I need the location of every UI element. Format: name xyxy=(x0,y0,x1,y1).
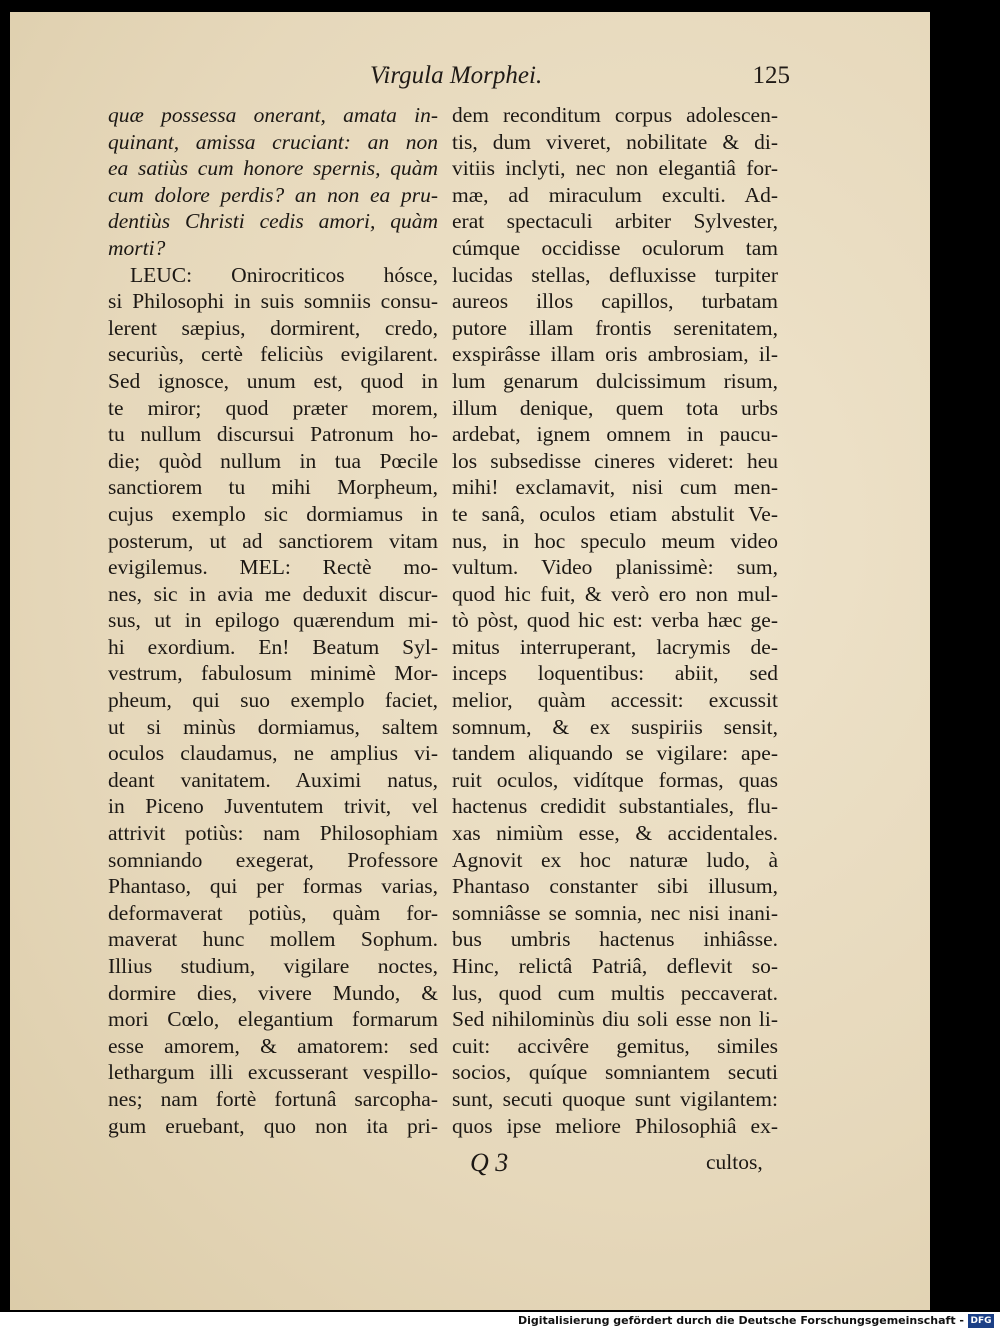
footer-credit: Digitalisierung gefördert durch die Deutsche Forschungsgemeinschaft - xyxy=(517,1314,964,1327)
page-header xyxy=(370,62,790,102)
text-line: morti? xyxy=(108,235,166,260)
text-line: tu nullum discursui Patronum ho- xyxy=(108,422,438,447)
text-line: quæ possessa onerant, amata in- xyxy=(108,103,438,127)
text-line: quod hic fuit, & verò ero non mul- xyxy=(452,581,778,606)
text-line: sanctiorem tu mihi Morpheum, xyxy=(108,475,438,500)
text-line: hi exordium. En! Beatum Syl- xyxy=(108,634,438,659)
text-line: hactenus credidit substantiales, flu- xyxy=(452,794,778,819)
text-line: vitiis inclyti, nec non elegantiâ for- xyxy=(452,156,778,181)
text-line: esse amorem, & amatorem: sed xyxy=(108,1033,438,1058)
text-line: te miror; quod præter morem, xyxy=(108,395,438,420)
text-line: Phantaso, qui per formas varias, xyxy=(108,874,438,899)
text-line: gum eruebant, quo non ita pri- xyxy=(108,1113,438,1138)
text-line: deant vanitatem. Auximi natus, xyxy=(108,767,438,792)
text-line: lum genarum dulcissimum risum, xyxy=(452,368,778,393)
text-line: Hinc, relictâ Patriâ, deflevit so- xyxy=(452,954,778,978)
text-line: Phantaso constanter sibi illusum, xyxy=(452,874,778,899)
text-line: posterum, ut ad sanctiorem vitam xyxy=(108,528,438,553)
text-line: vultum. Video planissimè: sum, xyxy=(452,555,778,580)
text-line: cum dolore perdis? an non ea pru- xyxy=(108,182,438,207)
text-line: lucidas stellas, defluxisse turpiter xyxy=(452,262,778,287)
text-line: Sed nihilominùs diu soli esse non li- xyxy=(452,1007,778,1032)
text-line: ea satiùs cum honore spernis, quàm xyxy=(108,156,438,181)
text-line: dentiùs Christi cedis amori, quàm xyxy=(108,209,438,234)
running-title: Virgula Morphei. xyxy=(370,62,543,89)
text-line: lethargum illi excusserant vespillo- xyxy=(108,1060,438,1085)
text-line: nus, in hoc speculo meum video xyxy=(452,528,778,553)
text-line: somnum, & ex suspiriis sensit, xyxy=(452,714,778,739)
text-line: te sanâ, oculos etiam abstulit Ve- xyxy=(452,501,778,526)
text-line: Sed ignosce, unum est, quod in xyxy=(108,368,438,393)
text-line: mihi! exclamavit, nisi cum men- xyxy=(452,475,778,500)
right-text-column xyxy=(452,102,778,1139)
text-line: nes, sic in avia me deduxit discur- xyxy=(108,581,438,606)
text-line: cujus exemplo sic dormiamus in xyxy=(108,501,438,526)
text-line: Agnovit ex hoc naturæ ludo, à xyxy=(452,847,778,872)
text-line: die; quòd nullum in tua Pœcile xyxy=(108,448,438,473)
text-line: exspirâsse illam oris ambrosiam, il- xyxy=(452,342,778,367)
text-line: nes; nam fortè fortunâ sarcopha- xyxy=(108,1086,438,1111)
text-line: deformaverat potiùs, quàm for- xyxy=(108,900,438,925)
left-text-column xyxy=(108,102,438,1139)
text-line: in Piceno Juventutem trivit, vel xyxy=(108,794,438,819)
text-line: lus, quod cum multis peccaverat. xyxy=(452,980,778,1005)
text-line: dormire dies, vivere Mundo, & xyxy=(108,980,438,1005)
text-line: sus, ut in epilogo quærendum mi- xyxy=(108,608,438,633)
text-line: si Philosophi in suis somniis consu- xyxy=(108,289,438,314)
text-line: Illius studium, vigilare noctes, xyxy=(108,954,438,978)
text-line: somniâsse se somnia, nec nisi inani- xyxy=(452,900,778,925)
text-line: los subsedisse cineres videret: heu xyxy=(452,448,778,473)
text-line: attrivit potiùs: nam Philosophiam xyxy=(108,821,438,846)
text-line: sunt, secuti quoque sunt vigilantem: xyxy=(452,1086,778,1111)
text-line: tis, dum viveret, nobilitate & di- xyxy=(452,129,778,154)
text-line: erat spectaculi arbiter Sylvester, xyxy=(452,209,778,234)
text-line: cúmque occidisse oculorum tam xyxy=(452,235,778,260)
text-line: lerent sæpius, dormirent, credo, xyxy=(108,315,438,340)
text-line: maverat hunc mollem Sophum. xyxy=(108,927,438,952)
text-line: LEUC: Onirocriticos hósce, xyxy=(130,262,438,287)
text-line: vestrum, fabulosum minimè Mor- xyxy=(108,661,438,686)
text-line: tandem aliquando se vigilare: ape- xyxy=(452,741,778,766)
text-line: ut si minùs dormiamus, saltem xyxy=(108,714,438,739)
page-number: 125 xyxy=(752,62,790,89)
signature-mark: Q 3 xyxy=(470,1148,509,1177)
text-line: socios, quíque somniantem secuti xyxy=(452,1060,778,1085)
text-line: melior, quàm accessit: excussit xyxy=(452,688,778,713)
text-line: securiùs, certè feliciùs evigilarent. xyxy=(108,342,438,367)
text-line: illum denique, quem tota urbs xyxy=(452,395,778,420)
text-line: tò pòst, quod hic est: verba hæc ge- xyxy=(452,608,778,633)
text-line: putore illam frontis serenitatem, xyxy=(452,315,778,340)
text-line: xas nimiùm esse, & accidentales. xyxy=(452,821,778,846)
text-line: inceps loquentibus: abiit, sed xyxy=(452,661,778,686)
text-line: quos ipse meliore Philosophiâ ex- xyxy=(452,1113,778,1138)
text-line: mitus interruperant, lacrymis de- xyxy=(452,634,778,659)
text-line: quinant, amissa cruciant: an non xyxy=(108,129,438,154)
text-line: ruit oculos, vidítque formas, quas xyxy=(452,767,778,792)
text-line: aureos illos capillos, turbatam xyxy=(452,289,778,314)
text-line: mæ, ad miraculum exculti. Ad- xyxy=(452,182,778,207)
text-line: mori Cœlo, elegantium formarum xyxy=(108,1007,438,1032)
text-line: evigilemus. MEL: Rectè mo- xyxy=(108,555,438,580)
text-line: oculos claudamus, ne amplius vi- xyxy=(108,741,438,766)
text-line: bus umbris hactenus inhiâsse. xyxy=(452,927,778,952)
catchword: cultos, xyxy=(706,1150,763,1174)
text-line: cuit: accivêre gemitus, similes xyxy=(452,1033,778,1058)
text-line: pheum, qui suo exemplo faciet, xyxy=(108,688,438,713)
text-line: ardebat, ignem omnem in paucu- xyxy=(452,422,778,447)
dfg-logo-icon: DFG xyxy=(968,1314,994,1328)
text-line: somniando exegerat, Professore xyxy=(108,847,438,872)
digitization-footer xyxy=(0,1312,1000,1331)
text-line: dem reconditum corpus adolescen- xyxy=(452,103,778,127)
